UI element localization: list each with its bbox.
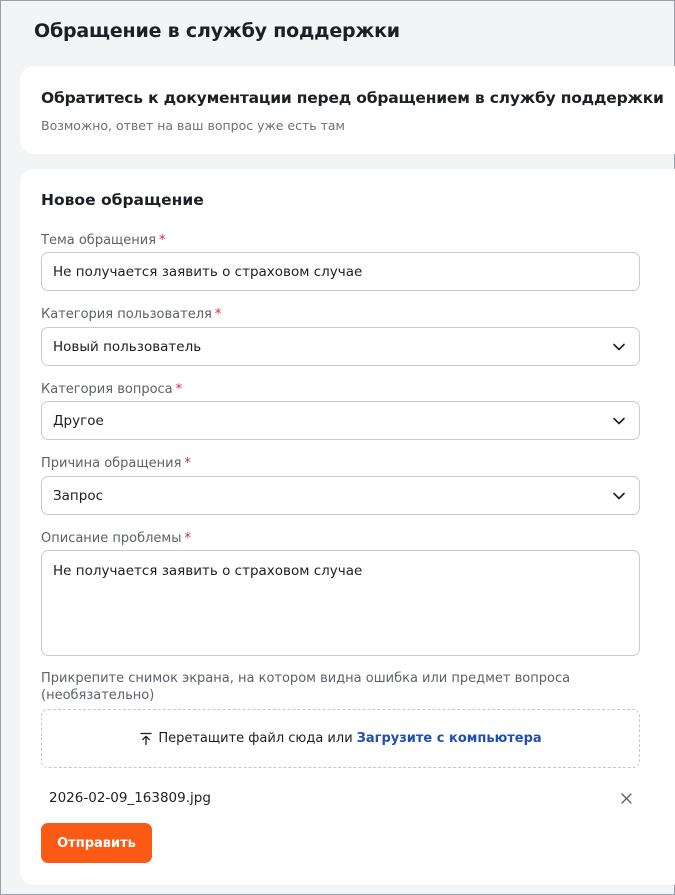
description-value: Не получается заявить о страховом случае <box>53 563 363 579</box>
required-mark: * <box>184 531 191 546</box>
required-mark: * <box>184 456 191 471</box>
subject-input[interactable] <box>41 252 640 291</box>
question-category-value: Другое <box>53 412 104 429</box>
documentation-card[interactable] <box>20 66 675 154</box>
description-textarea[interactable] <box>41 550 640 656</box>
chevron-down-icon <box>611 339 627 355</box>
documentation-title: Обратитесь к документации перед обращением в службу поддержки <box>41 89 664 107</box>
subject-label: Тема обращения * <box>41 233 166 248</box>
description-label: Описание проблемы * <box>41 531 191 546</box>
page-title: Обращение в службу поддержки <box>34 20 400 42</box>
documentation-subtitle: Возможно, ответ на ваш вопрос уже есть там <box>41 118 345 133</box>
attached-file <box>49 789 633 807</box>
chevron-down-icon <box>611 413 627 429</box>
reason-label: Причина обращения * <box>41 456 191 471</box>
question-category-label: Категория вопроса * <box>41 382 183 397</box>
form-title: Новое обращение <box>41 191 204 209</box>
question-category-select[interactable] <box>41 401 640 440</box>
required-mark: * <box>214 307 222 322</box>
required-mark: * <box>159 233 166 248</box>
upload-from-computer-link[interactable]: Загрузите с компьютера <box>356 731 542 746</box>
subject-value: Не получается заявить о страховом случае <box>53 263 363 280</box>
user-category-select[interactable] <box>41 327 640 366</box>
attachment-hint: Прикрепите снимок экрана, на котором видна ошибка или предмет вопроса (необязательно) <box>41 671 571 703</box>
reason-value: Запрос <box>53 487 104 504</box>
close-icon[interactable] <box>620 792 633 805</box>
required-mark: * <box>175 382 183 397</box>
user-category-value: Новый пользователь <box>53 338 202 355</box>
attached-file-name: 2026-02-09_163809.jpg <box>49 790 211 806</box>
chevron-down-icon <box>611 488 627 504</box>
upload-icon <box>139 732 153 746</box>
file-dropzone[interactable] <box>41 709 640 768</box>
new-request-form <box>20 169 675 885</box>
submit-button[interactable]: Отправить <box>41 823 152 863</box>
user-category-label: Категория пользователя * <box>41 307 222 322</box>
reason-select[interactable] <box>41 476 640 515</box>
dropzone-text: Перетащите файл сюда или <box>158 731 353 746</box>
